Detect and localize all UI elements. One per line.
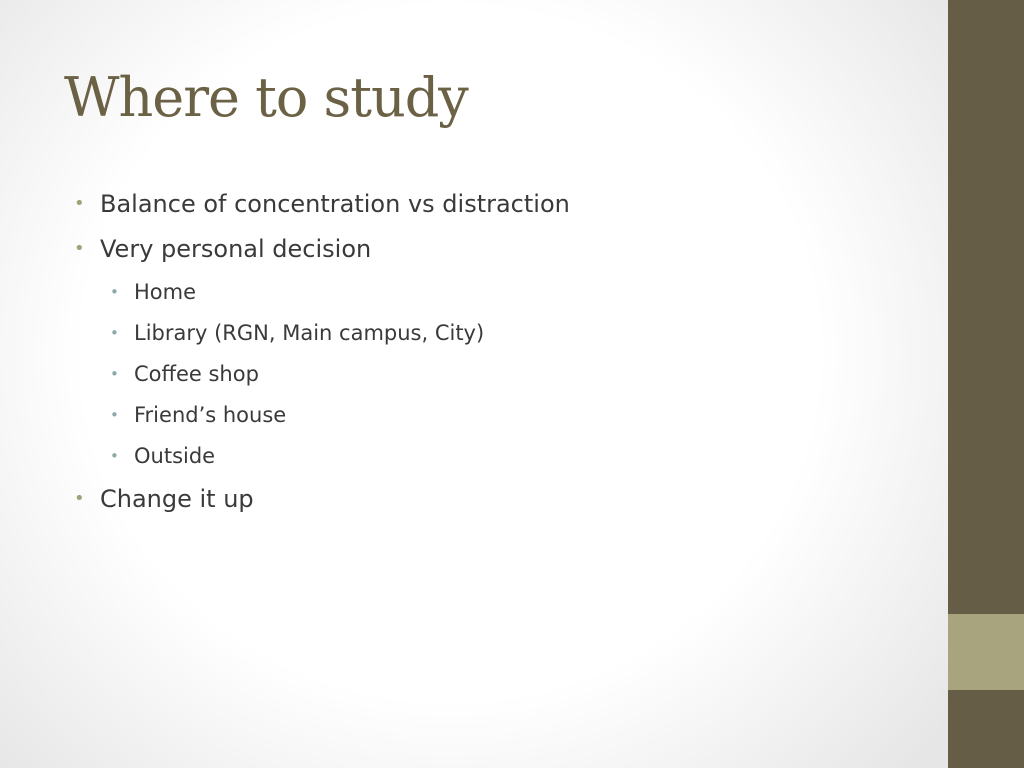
side-bar-dark-block [948,690,1024,768]
sub-bullet-item [110,278,197,306]
bullet-dot-icon: • [74,238,85,259]
sub-bullet-dot-icon: • [110,324,119,342]
sub-bullet-text: Library (RGN, Main campus, City) [134,321,485,345]
sub-bullet-dot-icon: • [110,406,119,424]
side-bar-light-block [948,614,1024,690]
sub-bullet-text: Coffee shop [134,362,259,386]
bullet-item [74,189,570,219]
bullet-text: Change it up [100,485,254,513]
bullet-item [74,234,372,264]
sub-bullet-text: Home [134,280,197,304]
bullet-text: Very personal decision [100,235,372,263]
sub-bullet-text: Outside [134,444,216,468]
sub-bullet-item [110,319,485,347]
bullet-dot-icon: • [74,488,85,509]
slide-title: Where to study [64,66,468,129]
decorative-side-bar [948,0,1024,768]
bullet-item [74,484,254,514]
sub-bullet-item [110,360,259,388]
bullet-dot-icon: • [74,193,85,214]
sub-bullet-dot-icon: • [110,283,119,301]
sub-bullet-dot-icon: • [110,365,119,383]
bullet-text: Balance of concentration vs distraction [100,190,570,218]
side-bar-dark-block [948,0,1024,614]
sub-bullet-item [110,401,287,429]
sub-bullet-dot-icon: • [110,447,119,465]
sub-bullet-text: Friend’s house [134,403,287,427]
sub-bullet-item [110,442,216,470]
